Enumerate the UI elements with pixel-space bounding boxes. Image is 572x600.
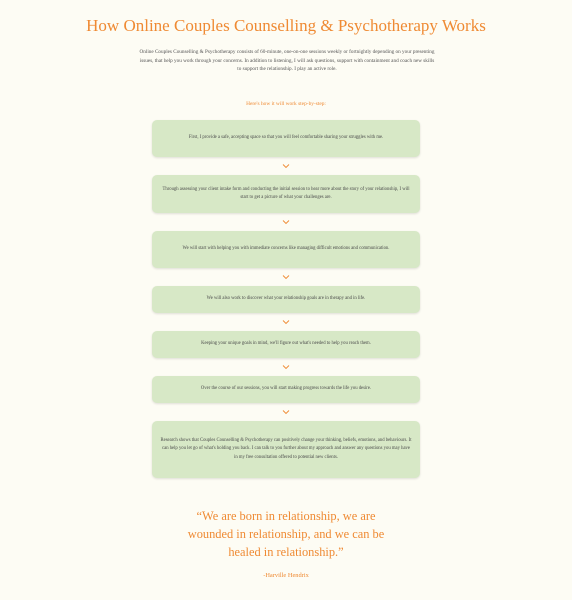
step-text: We will also work to discover what your relationship goals are in therapy and in life. [206,296,366,302]
chevron-down-icon [282,219,290,225]
chevron-down-icon [282,163,290,169]
page-title: How Online Couples Counselling & Psychotherapy Works [86,16,486,35]
step-box-2 [152,175,420,213]
chevron-down-icon [282,364,290,370]
chevron-down-icon [282,409,290,415]
quote-text: “We are born in relationship, we are wounded in relationship, and we can be healed in relationship.” [187,509,385,559]
steps-heading: Here's how it will work step-by-step: [246,101,326,107]
chevron-down-icon [282,274,290,280]
step-text: Through assessing your client intake form and conducting the initial session to hear more about the story of your relationship, I will start to get a picture of what your challenges are. [162,186,410,200]
quote-author: -Harville Hendrix [263,572,309,579]
step-box-6 [152,376,420,403]
intro-paragraph: Online Couples Counselling & Psychotherapy consists of 60-minute, one-on-one sessions weekly or fortnightly depending on your presenting issues, that help you work through your concerns. In addition to listening, I will ask questions, support with containment and coach new skills to support the relationship. I play an active role. [139,49,435,73]
step-box-5 [152,331,420,358]
step-text: Keeping your unique goals in mind, we'll figure out what's needed to help you reach them. [201,341,371,347]
step-text: First, I provide a safe, accepting space so that you will feel comfortable sharing your struggles with me. [188,135,384,141]
chevron-down-icon [282,319,290,325]
step-text: We will start with helping you with immediate concerns like managing difficult emotions and communication. [182,246,390,252]
step-box-3 [152,231,420,268]
step-box-4 [152,286,420,313]
step-text: Over the course of our sessions, you will start making progress towards the life you desire. [200,386,372,392]
step-box-1 [152,120,420,157]
step-box-7 [152,421,420,478]
step-text: Research shows that Couples Counselling & Psychotherapy can positively change your thinking, beliefs, emotions, and behaviours. It can help you let go of what's holding you back. I can talk to you further about my approach and answer any questions you may have in my free consultation offered to potential new clients. [160,437,412,460]
